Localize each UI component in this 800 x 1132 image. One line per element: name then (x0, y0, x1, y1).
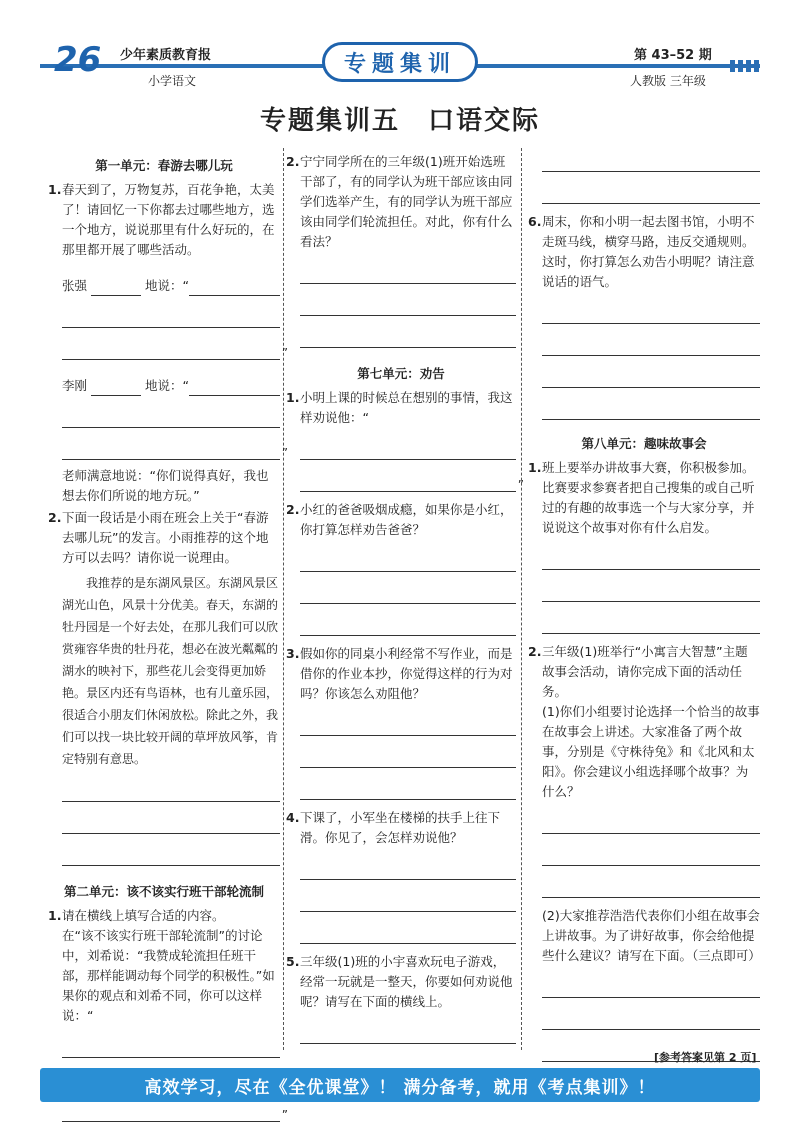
answer-line[interactable] (300, 316, 516, 348)
question-number: 1. (48, 182, 62, 197)
question-number: 2. (286, 154, 300, 169)
column-left (48, 150, 280, 1122)
answer-blank[interactable] (189, 380, 280, 396)
question-text: 班上要举办讲故事大赛，你积极参加。比赛要求参赛者把自己搜集的或自己听过的有趣的故事选一个与大家分享，并说说这个故事对你有什么启发。 (542, 460, 755, 535)
question-number: 2. (528, 644, 542, 659)
answer-line[interactable] (300, 428, 516, 460)
question (48, 508, 280, 568)
question (286, 808, 516, 848)
question (528, 642, 760, 702)
answer-reference: [参考答案见第 2 页] (654, 1051, 757, 1064)
answer-line[interactable] (542, 324, 760, 356)
question (48, 180, 280, 260)
question-text: 宁宁同学所在的三年级(1)班开始选班干部了，有的同学认为班干部应该由同学们选举产生，有的同学认为班干部应该由同学们轮流担任。对此，你有什么看法？ (300, 154, 513, 249)
question (286, 500, 516, 540)
page-header (0, 0, 800, 100)
footer-slogan: 高效学习，尽在《全优课堂》！ 满分备考，就用《考点集训》！ (144, 1077, 656, 1098)
answer-line[interactable] (542, 150, 760, 172)
question-number: 5. (286, 954, 300, 969)
answer-line[interactable] (62, 428, 280, 460)
column-right (528, 150, 760, 1062)
answer-line[interactable] (542, 998, 760, 1030)
question-text: 小红的爸爸吸烟成瘾，如果你是小红，你打算怎样劝告爸爸？ (300, 502, 513, 537)
teacher-remark: 老师满意地说：“你们说得真好，我也想去你们所说的地方玩。” (62, 468, 269, 503)
said-label: 地说：“ (145, 278, 189, 293)
paper-name: 少年素质教育报 (120, 48, 212, 63)
question-text: 下面一段话是小雨在班会上关于“春游去哪儿玩”的发言。小雨推荐的这个地方可以去吗？请你说一说理由。 (62, 510, 269, 565)
header-banner (322, 42, 478, 82)
answer-line[interactable] (542, 292, 760, 324)
said-label: 地说：“ (145, 378, 189, 393)
discussion-passage: 在“该不该实行班干部轮流制”的讨论中，刘希说：“我赞成轮流担任班干部，那样能调动每个同学的积极性。”如果你的观点和刘希不同，你可以这样说：“ (62, 928, 275, 1023)
section-heading: 第一单元：春游去哪儿玩 (95, 158, 233, 173)
answer-line[interactable] (300, 768, 516, 800)
question-number: 2. (286, 502, 300, 517)
answer-line[interactable] (300, 540, 516, 572)
column-divider (521, 148, 522, 1050)
speaker-name: 张强 (62, 278, 88, 293)
question-number: 3. (286, 646, 300, 661)
answer-line[interactable] (62, 396, 280, 428)
answer-line[interactable] (300, 912, 516, 944)
column-divider (283, 148, 284, 1050)
answer-line[interactable] (62, 328, 280, 360)
question-text: 下课了，小军坐在楼梯的扶手上往下滑。你见了，会怎样劝说他？ (300, 810, 501, 845)
edition-label: 人教版 三年级 (630, 74, 706, 88)
answer-line[interactable] (542, 388, 760, 420)
column-middle (286, 150, 516, 1076)
answer-line[interactable] (542, 866, 760, 898)
question-text: 三年级(1)班的小宇喜欢玩电子游戏，经常一玩就是一整天，你要如何劝说他呢？请写在下面的横线上。 (300, 954, 513, 1009)
question (528, 212, 760, 292)
answer-blank[interactable] (91, 280, 141, 296)
paper-subject: 小学语文 (148, 74, 197, 88)
answer-line[interactable] (542, 356, 760, 388)
question-number: 4. (286, 810, 300, 825)
answer-line[interactable] (62, 296, 280, 328)
sub-question: (2)大家推荐浩浩代表你们小组在故事会上讲故事。为了讲好故事，你会给他提些什么建议？请写在下面。（三点即可） (542, 908, 761, 963)
section-heading: 第七单元：劝告 (357, 366, 445, 381)
answer-line[interactable] (542, 834, 760, 866)
answer-line[interactable] (542, 172, 760, 204)
answer-line[interactable] (300, 460, 516, 492)
page-title: 专题集训五 口语交际 (259, 106, 540, 136)
question-number: 1. (48, 908, 62, 923)
question-text: 假如你的同桌小利经常不写作业，而是借你的作业本抄，你觉得这样的行为对吗？你该怎么劝阻他？ (300, 646, 513, 701)
question (528, 458, 760, 538)
question-text: 请在横线上填写合适的内容。 (62, 908, 225, 923)
answer-line[interactable] (300, 572, 516, 604)
answer-line[interactable] (300, 704, 516, 736)
question (286, 952, 516, 1012)
answer-line[interactable] (300, 848, 516, 880)
question (48, 906, 280, 926)
answer-line[interactable] (542, 602, 760, 634)
answer-line[interactable] (300, 1012, 516, 1044)
section-heading: 第二单元：该不该实行班干部轮流制 (63, 884, 264, 899)
answer-line[interactable] (542, 802, 760, 834)
question (286, 388, 516, 428)
answer-line[interactable] (300, 880, 516, 912)
answer-line[interactable] (62, 834, 280, 866)
answer-line[interactable] (62, 770, 280, 802)
speaker-name: 李刚 (62, 378, 88, 393)
question-number: 2. (48, 510, 62, 525)
answer-line[interactable] (542, 966, 760, 998)
answer-line[interactable] (542, 570, 760, 602)
section-heading: 第八单元：趣味故事会 (581, 436, 707, 451)
answer-line[interactable] (300, 252, 516, 284)
answer-fill-row (48, 360, 280, 396)
question-text: 三年级(1)班举行“小寓言大智慧”主题故事会活动，请你完成下面的活动任务。 (542, 644, 748, 699)
question (286, 644, 516, 704)
question (286, 152, 516, 252)
question-text: 周末，你和小明一起去图书馆，小明不走斑马线，横穿马路，违反交通规则。这时，你打算怎么劝告小明呢？请注意说话的语气。 (542, 214, 755, 289)
sub-question: (1)你们小组要讨论选择一个恰当的故事在故事会上讲述。大家准备了两个故事，分别是《守株待兔》和《北风和太阳》。你会建议小组选择哪个故事？为什么？ (542, 704, 760, 799)
reading-passage: 我推荐的是东湖风景区。东湖风景区湖光山色，风景十分优美。春天，东湖的牡丹园是一个好去处，在那儿我们可以欣赏雍容华贵的牡丹花，想必在波光粼粼的湖水的映衬下，那些花儿会变得更加娇艳。景区内还有鸟语林，也有儿童乐园，很适合小朋友们休闲放松。除此之外，我们可以找一块比较开阔的草坪放风筝，肯定特别有意思。 (62, 576, 279, 766)
issue-label: 第 43–52 期 (634, 48, 712, 63)
page-number: 26 (54, 40, 102, 80)
question-number: 1. (528, 460, 542, 475)
answer-line[interactable] (62, 802, 280, 834)
answer-fill-row (48, 260, 280, 296)
footer-banner (40, 1068, 760, 1102)
decorative-stripes (730, 60, 760, 72)
answer-blank[interactable] (189, 280, 280, 296)
question-text: 小明上课的时候总在想别的事情，我这样劝说他：“ (300, 390, 513, 425)
answer-line[interactable] (542, 538, 760, 570)
answer-line[interactable] (62, 1026, 280, 1058)
question-number: 6. (528, 214, 542, 229)
answer-line[interactable] (300, 736, 516, 768)
question-number: 1. (286, 390, 300, 405)
answer-blank[interactable] (91, 380, 141, 396)
banner-text: 专题集训 (343, 51, 456, 77)
answer-line[interactable] (300, 284, 516, 316)
question-text: 春天到了，万物复苏，百花争艳，太美了！请回忆一下你都去过哪些地方，选一个地方，说说那里有什么好玩的，在那里都开展了哪些活动。 (62, 182, 275, 257)
answer-line[interactable] (300, 604, 516, 636)
